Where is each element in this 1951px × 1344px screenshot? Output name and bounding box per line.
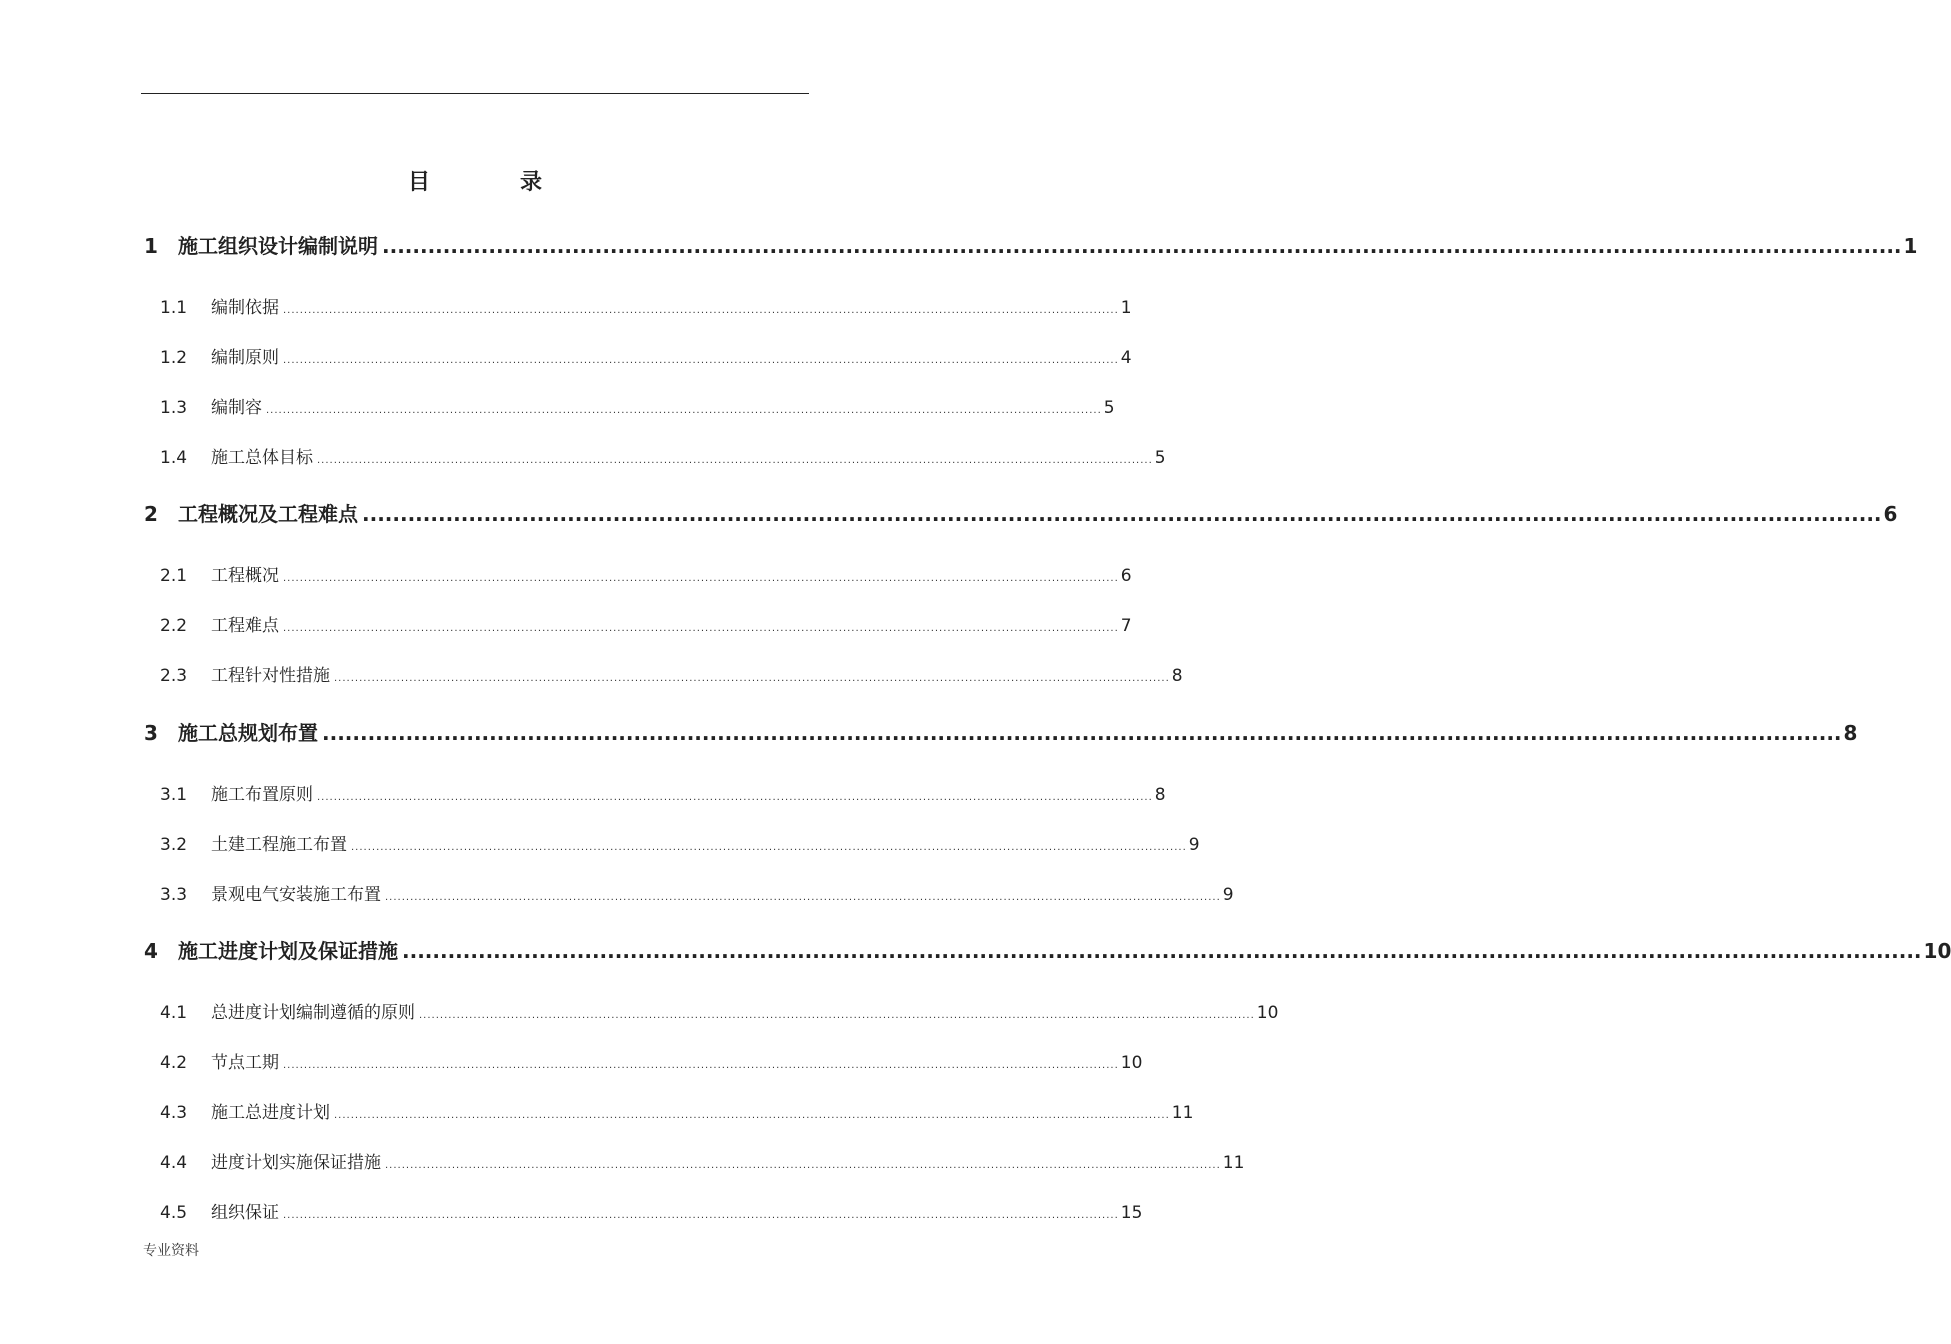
toc-entry[interactable] bbox=[160, 1048, 1143, 1073]
toc-entry[interactable] bbox=[144, 717, 1858, 746]
toc-entry-title: 组织保证 bbox=[211, 1203, 279, 1223]
toc-entry-title: 工程概况及工程难点 bbox=[178, 502, 358, 526]
toc-entry-page-number: 6 bbox=[1883, 502, 1898, 526]
toc-entry-page-number: 8 bbox=[1843, 721, 1858, 745]
toc-entry[interactable] bbox=[160, 293, 1132, 318]
toc-entry-page-number: 10 bbox=[1923, 939, 1951, 963]
toc-entry-number: 1 bbox=[144, 234, 158, 258]
toc-entry-title: 节点工期 bbox=[211, 1053, 279, 1073]
toc-entry-number: 1.4 bbox=[160, 448, 188, 468]
toc-entry[interactable] bbox=[160, 1148, 1245, 1173]
toc-title: 目 录 bbox=[407, 170, 576, 195]
toc-entry-page-number: 5 bbox=[1154, 448, 1166, 468]
dot-leader: ........................................................................................................................................................................................................ bbox=[334, 1110, 1170, 1121]
toc-entry-page-number: 8 bbox=[1171, 666, 1183, 686]
toc-entry-number: 4.4 bbox=[160, 1153, 188, 1173]
toc-entry-number: 2.3 bbox=[160, 666, 188, 686]
toc-entry-number: 3 bbox=[144, 721, 158, 745]
toc-entry[interactable] bbox=[160, 611, 1132, 636]
toc-entry-number: 4 bbox=[144, 939, 158, 963]
dot-leader: ........................................................................................................................................................................................................ bbox=[385, 1160, 1221, 1171]
toc-entry-number: 4.2 bbox=[160, 1053, 188, 1073]
toc-entry[interactable] bbox=[160, 561, 1132, 586]
toc-entry-page-number: 10 bbox=[1256, 1003, 1279, 1023]
toc-entry-page-number: 8 bbox=[1154, 785, 1166, 805]
toc-entry-number: 2 bbox=[144, 502, 158, 526]
toc-entry[interactable] bbox=[160, 780, 1166, 805]
toc-entry-page-number: 1 bbox=[1120, 298, 1132, 318]
toc-entry-title: 施工布置原则 bbox=[211, 785, 313, 805]
toc-entry[interactable] bbox=[160, 343, 1132, 368]
toc-entry-page-number: 1 bbox=[1903, 234, 1918, 258]
toc-entry-number: 3.2 bbox=[160, 835, 188, 855]
toc-entry-title: 总进度计划编制遵循的原则 bbox=[211, 1003, 415, 1023]
dot-leader: ........................................................................................................................................................................................................ bbox=[317, 455, 1153, 466]
dot-leader: ........................................................................................................................................................................................................ bbox=[266, 405, 1102, 416]
toc-entry[interactable] bbox=[160, 1198, 1143, 1223]
toc-entry-title: 施工总规划布置 bbox=[178, 721, 318, 745]
toc-entry-page-number: 6 bbox=[1120, 566, 1132, 586]
toc-entry-number: 1.3 bbox=[160, 398, 188, 418]
toc-entry[interactable] bbox=[144, 230, 1918, 259]
toc-entry-title: 施工进度计划及保证措施 bbox=[178, 939, 398, 963]
toc-entry-title: 施工组织设计编制说明 bbox=[178, 234, 378, 258]
dot-leader: ........................................................................................................................................................................................................ bbox=[351, 842, 1187, 853]
toc-entry-number: 2.1 bbox=[160, 566, 188, 586]
toc-entry-page-number: 15 bbox=[1120, 1203, 1143, 1223]
toc-entry-number: 4.3 bbox=[160, 1103, 188, 1123]
toc-entry-page-number: 7 bbox=[1120, 616, 1132, 636]
toc-entry[interactable] bbox=[160, 880, 1234, 905]
toc-entry-title: 编制容 bbox=[211, 398, 262, 418]
toc-entry-number: 1.2 bbox=[160, 348, 188, 368]
toc-entry-page-number: 9 bbox=[1188, 835, 1200, 855]
dot-leader: ........................................................................................................................................................................................................ bbox=[322, 721, 1842, 745]
dot-leader: ........................................................................................................................................................................................................ bbox=[283, 623, 1119, 634]
toc-entry-number: 1.1 bbox=[160, 298, 188, 318]
toc-entry-number: 3.1 bbox=[160, 785, 188, 805]
toc-entry[interactable] bbox=[160, 393, 1115, 418]
dot-leader: ........................................................................................................................................................................................................ bbox=[385, 892, 1221, 903]
toc-entry-page-number: 4 bbox=[1120, 348, 1132, 368]
toc-entry[interactable] bbox=[144, 935, 1951, 964]
dot-leader: ........................................................................................................................................................................................................ bbox=[283, 305, 1119, 316]
toc-entry-title: 施工总进度计划 bbox=[211, 1103, 330, 1123]
dot-leader: ........................................................................................................................................................................................................ bbox=[317, 792, 1153, 803]
toc-entry-page-number: 5 bbox=[1103, 398, 1115, 418]
toc-entry[interactable] bbox=[160, 1098, 1194, 1123]
toc-entry[interactable] bbox=[160, 998, 1279, 1023]
toc-entry[interactable] bbox=[160, 661, 1183, 686]
toc-entry[interactable] bbox=[160, 443, 1166, 468]
toc-entry-number: 4.1 bbox=[160, 1003, 188, 1023]
dot-leader: ........................................................................................................................................................................................................ bbox=[402, 939, 1922, 963]
dot-leader: ........................................................................................................................................................................................................ bbox=[283, 1210, 1119, 1221]
toc-entry-title: 景观电气安装施工布置 bbox=[211, 885, 381, 905]
footer-label: 专业资料 bbox=[143, 1243, 199, 1259]
toc-entry-title: 工程概况 bbox=[211, 566, 279, 586]
dot-leader: ........................................................................................................................................................................................................ bbox=[283, 355, 1119, 366]
header-rule bbox=[141, 93, 809, 94]
dot-leader: ........................................................................................................................................................................................................ bbox=[419, 1010, 1255, 1021]
toc-entry[interactable] bbox=[160, 830, 1200, 855]
dot-leader: ........................................................................................................................................................................................................ bbox=[283, 573, 1119, 584]
toc-entry-title: 工程难点 bbox=[211, 616, 279, 636]
toc-entry-number: 3.3 bbox=[160, 885, 188, 905]
toc-entry-number: 2.2 bbox=[160, 616, 188, 636]
toc-entry-page-number: 10 bbox=[1120, 1053, 1143, 1073]
dot-leader: ........................................................................................................................................................................................................ bbox=[382, 234, 1902, 258]
dot-leader: ........................................................................................................................................................................................................ bbox=[334, 673, 1170, 684]
toc-entry-number: 4.5 bbox=[160, 1203, 188, 1223]
toc-entry[interactable] bbox=[144, 498, 1898, 527]
toc-entry-title: 工程针对性措施 bbox=[211, 666, 330, 686]
toc-entry-page-number: 11 bbox=[1222, 1153, 1245, 1173]
toc-entry-title: 进度计划实施保证措施 bbox=[211, 1153, 381, 1173]
toc-entry-title: 施工总体目标 bbox=[211, 448, 313, 468]
dot-leader: ........................................................................................................................................................................................................ bbox=[283, 1060, 1119, 1071]
toc-entry-title: 编制依据 bbox=[211, 298, 279, 318]
toc-entry-title: 编制原则 bbox=[211, 348, 279, 368]
toc-entry-page-number: 11 bbox=[1171, 1103, 1194, 1123]
toc-entry-title: 土建工程施工布置 bbox=[211, 835, 347, 855]
toc-entry-page-number: 9 bbox=[1222, 885, 1234, 905]
dot-leader: ........................................................................................................................................................................................................ bbox=[362, 502, 1882, 526]
